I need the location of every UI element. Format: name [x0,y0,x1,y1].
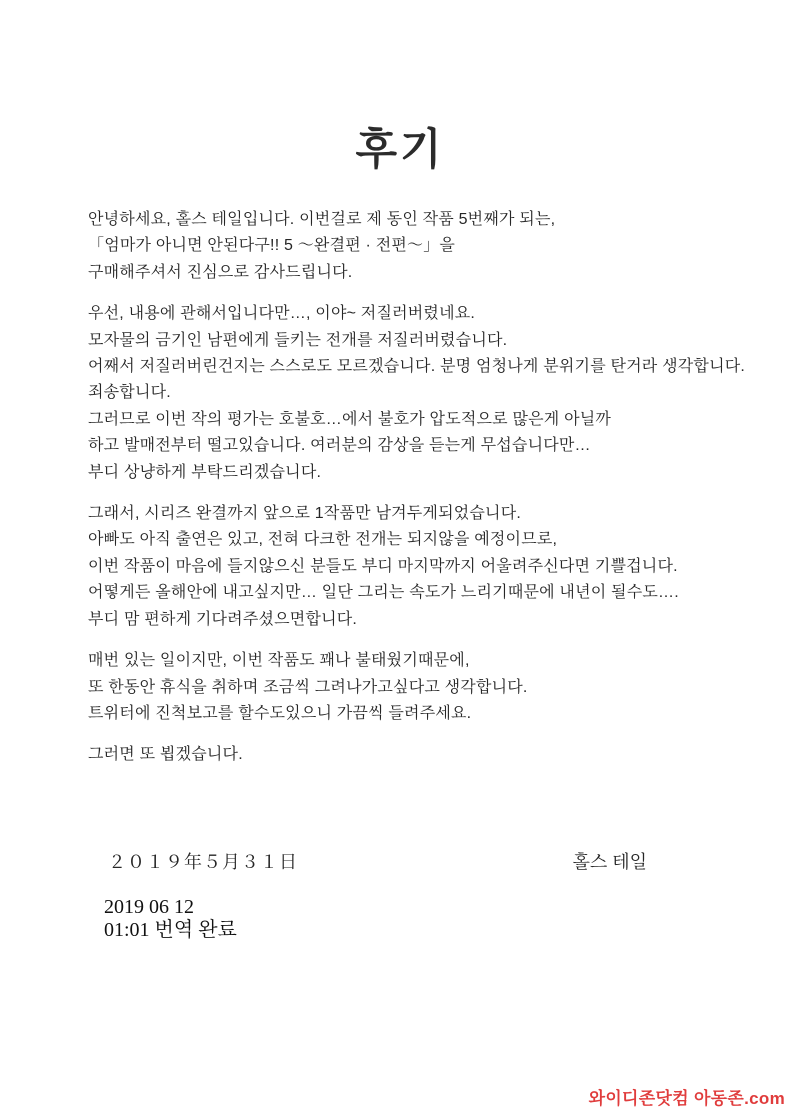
date-signature-row [108,848,647,874]
site-watermark: 와이디존닷컴 아동존.com [588,1089,785,1108]
paragraph-farewell [88,742,760,768]
text-line: 어째서 저질러버린건지는 스스로도 모르겠습니다. 분명 엄청나게 분위기를 탄거라 생각합니다. [88,358,746,376]
text-line: 그래서, 시리즈 완결까지 앞으로 1작품만 남겨두게되었습니다. [88,505,522,523]
text-line: 하고 발매전부터 떨고있습니다. 여러분의 감상을 듣는게 무섭습니다만… [88,437,591,455]
paragraph-rest-twitter [88,648,760,727]
afterword-body [88,207,760,784]
translator-note [104,896,237,942]
text-line: 트위터에 진척보고를 할수도있으니 가끔씩 들려주세요. [88,704,472,722]
paragraph-content-apology [88,301,760,486]
publication-date: ２０１９年５月３１日 [108,852,298,872]
page-title: 후기 [355,126,445,174]
text-line: 죄송합니다. [88,384,171,402]
paragraph-series-plans [88,501,760,633]
text-line: 부디 상냥하게 부탁드리겠습니다. [88,463,322,481]
text-line: 「엄마가 아니면 안된다구!! 5 ～완결편 · 전편～」을 [88,237,456,255]
text-line: 부디 맘 편하게 기다려주셨으면합니다. [88,610,358,628]
text-line: 구매해주셔서 진심으로 감사드립니다. [88,263,353,281]
text-line: 매번 있는 일이지만, 이번 작품도 꽤나 불태웠기때문에, [88,652,470,670]
text-line: 모자물의 금기인 남편에게 들키는 전개를 저질러버렸습니다. [88,331,508,349]
text-line: 아빠도 아직 출연은 있고, 전혀 다크한 전개는 되지않을 예정이므로, [88,531,558,549]
translation-status: 01:01 번역 완료 [104,919,237,941]
text-line: 또 한동안 휴식을 취하며 조금씩 그려나가고싶다고 생각합니다. [88,678,528,696]
text-line: 그러면 또 뵙겠습니다. [88,746,243,764]
text-line: 이번 작품이 마음에 들지않으신 분들도 부디 마지막까지 어울려주신다면 기쁠겁니다. [88,557,678,575]
text-line: 어떻게든 올해안에 내고싶지만… 일단 그리는 속도가 느리기때문에 내년이 될수도…. [88,584,679,602]
text-line: 우선, 내용에 관해서입니다만…, 이야~ 저질러버렸네요. [88,305,476,323]
text-line: 그러므로 이번 작의 평가는 호불호…에서 불호가 압도적으로 많은게 아닐까 [88,410,612,428]
author-signature: 홀스 테일 [572,852,647,872]
text-line: 안녕하세요, 홀스 테일입니다. 이번걸로 제 동인 작품 5번째가 되는, [88,211,556,228]
paragraph-greeting [88,207,760,286]
translation-date: 2019 06 12 [104,896,194,918]
